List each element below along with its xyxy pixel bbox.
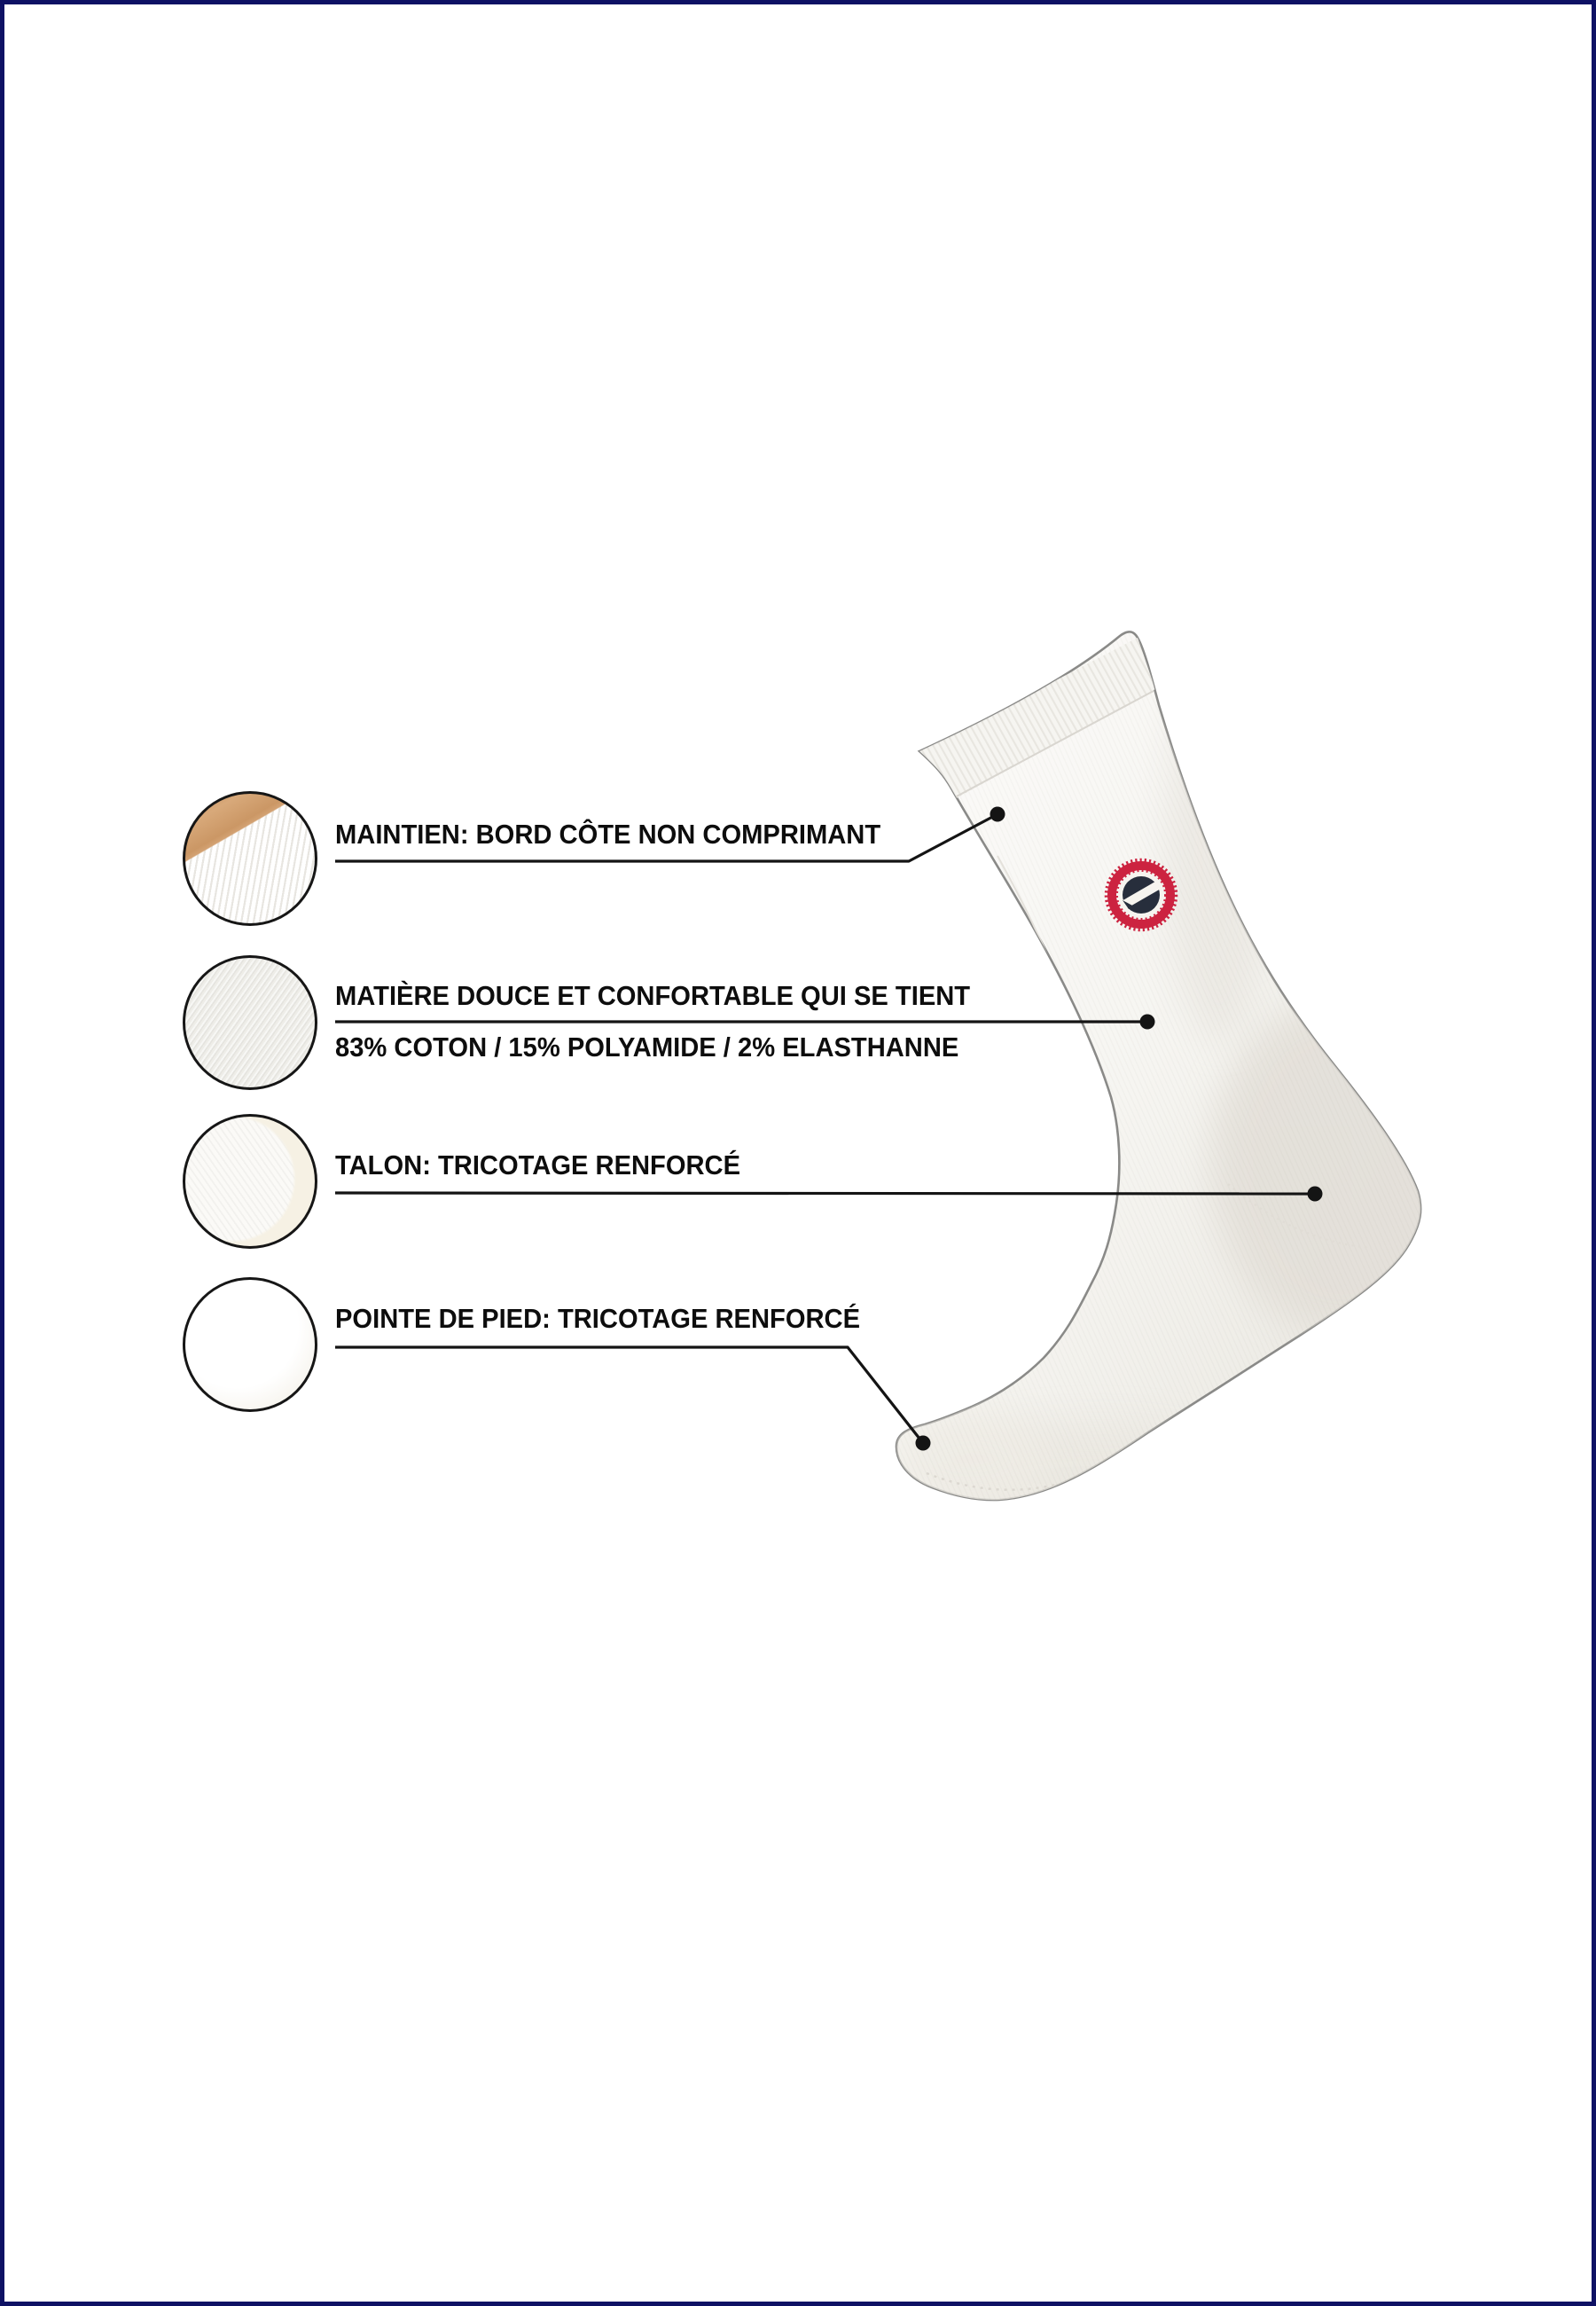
callout-label-matiere: MATIÈRE DOUCE ET CONFORTABLE QUI SE TIENT: [335, 980, 971, 1011]
sock-body: [873, 590, 1476, 1548]
endpoint-dot-maintien: [990, 807, 1005, 822]
callout-label-maintien: MAINTIEN: BORD CÔTE NON COMPRIMANT: [335, 819, 881, 850]
endpoint-dot-pointe: [916, 1436, 931, 1451]
callout-label-talon: TALON: TRICOTAGE RENFORCÉ: [335, 1149, 741, 1180]
endpoint-dot-matiere: [1140, 1015, 1155, 1030]
heel-knit-photo: [183, 1114, 317, 1249]
connector-talon: [335, 1193, 1315, 1194]
endpoint-dot-talon: [1308, 1187, 1323, 1202]
connector-pointe: [335, 1347, 923, 1443]
smooth-fabric-photo: [183, 955, 317, 1090]
toe-knit-photo: [183, 1277, 317, 1412]
callout-sublabel-composition: 83% COTON / 15% POLYAMIDE / 2% ELASTHANNE: [335, 1031, 959, 1063]
cuff-rib-on-skin-photo: [183, 791, 317, 926]
callout-label-pointe: POINTE DE PIED: TRICOTAGE RENFORCÉ: [335, 1303, 861, 1334]
